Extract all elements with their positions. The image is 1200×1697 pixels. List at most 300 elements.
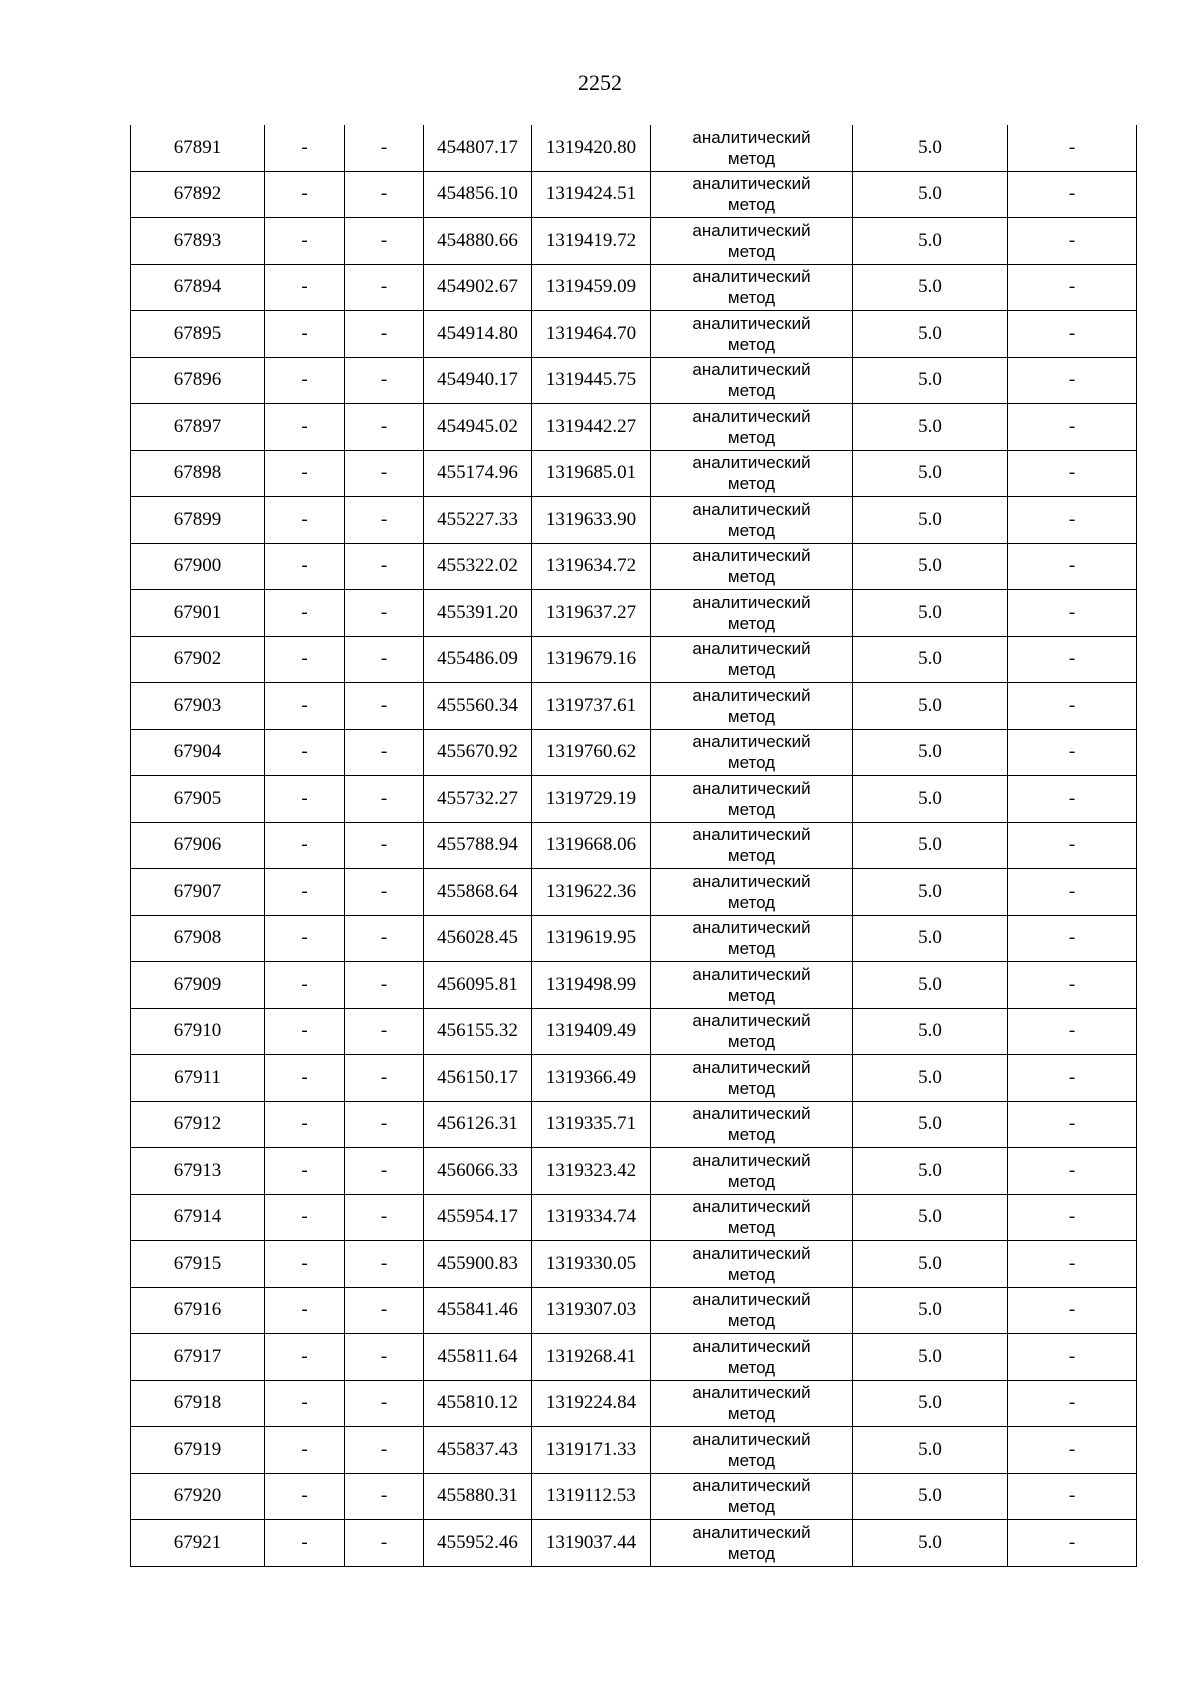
- method-line-1: аналитический: [692, 918, 811, 938]
- y-coordinate-cell: 1319760.62: [532, 729, 651, 776]
- method-line-2: метод: [727, 753, 776, 773]
- accuracy-cell: 5.0: [853, 729, 1008, 776]
- method-cell: [651, 125, 853, 171]
- empty-dash-cell: -: [1008, 543, 1137, 590]
- empty-dash-cell: -: [1008, 1008, 1137, 1055]
- method-line-2: метод: [727, 1125, 776, 1145]
- table-body: [131, 125, 1137, 1566]
- point-number-cell: 67918: [131, 1380, 265, 1427]
- empty-dash-cell: -: [1008, 218, 1137, 265]
- y-coordinate-cell: 1319424.51: [532, 171, 651, 218]
- x-coordinate-cell: 456028.45: [424, 915, 532, 962]
- accuracy-cell: 5.0: [853, 311, 1008, 358]
- method-line-2: метод: [727, 1497, 776, 1517]
- method-line-2: метод: [727, 1357, 776, 1377]
- empty-dash-cell: -: [345, 683, 424, 730]
- empty-dash-cell: -: [345, 543, 424, 590]
- point-number-cell: 67910: [131, 1008, 265, 1055]
- y-coordinate-cell: 1319622.36: [532, 869, 651, 916]
- coordinates-table: [130, 125, 1137, 1567]
- y-coordinate-cell: 1319668.06: [532, 822, 651, 869]
- accuracy-cell: 5.0: [853, 1334, 1008, 1381]
- method-line-1: аналитический: [692, 778, 811, 798]
- table-row: [131, 776, 1137, 823]
- method-line-1: аналитический: [692, 313, 811, 333]
- empty-dash-cell: -: [265, 1241, 345, 1288]
- method-line-1: аналитический: [692, 1476, 811, 1496]
- x-coordinate-cell: 455322.02: [424, 543, 532, 590]
- empty-dash-cell: -: [345, 171, 424, 218]
- method-line-1: аналитический: [692, 267, 811, 287]
- method-line-1: аналитический: [692, 220, 811, 240]
- x-coordinate-cell: 455670.92: [424, 729, 532, 776]
- x-coordinate-cell: 454914.80: [424, 311, 532, 358]
- method-line-1: аналитический: [692, 360, 811, 380]
- x-coordinate-cell: 455810.12: [424, 1380, 532, 1427]
- method-cell: [651, 357, 853, 404]
- point-number-cell: 67892: [131, 171, 265, 218]
- method-cell: [651, 1520, 853, 1567]
- y-coordinate-cell: 1319459.09: [532, 264, 651, 311]
- method-line-1: аналитический: [692, 1429, 811, 1449]
- table-row: [131, 683, 1137, 730]
- y-coordinate-cell: 1319335.71: [532, 1101, 651, 1148]
- method-line-2: метод: [727, 1078, 776, 1098]
- empty-dash-cell: -: [1008, 1473, 1137, 1520]
- empty-dash-cell: -: [265, 869, 345, 916]
- empty-dash-cell: -: [265, 1287, 345, 1334]
- method-cell: [651, 1473, 853, 1520]
- empty-dash-cell: -: [265, 962, 345, 1009]
- method-cell: [651, 776, 853, 823]
- table-row: [131, 311, 1137, 358]
- empty-dash-cell: -: [1008, 125, 1137, 171]
- empty-dash-cell: -: [1008, 1148, 1137, 1195]
- method-line-1: аналитический: [692, 1243, 811, 1263]
- accuracy-cell: 5.0: [853, 357, 1008, 404]
- x-coordinate-cell: 456066.33: [424, 1148, 532, 1195]
- point-number-cell: 67896: [131, 357, 265, 404]
- table-row: [131, 171, 1137, 218]
- empty-dash-cell: -: [1008, 1334, 1137, 1381]
- point-number-cell: 67902: [131, 636, 265, 683]
- x-coordinate-cell: 455837.43: [424, 1427, 532, 1474]
- point-number-cell: 67898: [131, 450, 265, 497]
- accuracy-cell: 5.0: [853, 869, 1008, 916]
- empty-dash-cell: -: [345, 311, 424, 358]
- point-number-cell: 67916: [131, 1287, 265, 1334]
- empty-dash-cell: -: [345, 1473, 424, 1520]
- table-row: [131, 450, 1137, 497]
- method-cell: [651, 404, 853, 451]
- accuracy-cell: 5.0: [853, 1380, 1008, 1427]
- method-line-1: аналитический: [692, 174, 811, 194]
- table-row: [131, 264, 1137, 311]
- empty-dash-cell: -: [265, 125, 345, 171]
- table-row: [131, 1241, 1137, 1288]
- accuracy-cell: 5.0: [853, 218, 1008, 265]
- x-coordinate-cell: 455486.09: [424, 636, 532, 683]
- method-line-1: аналитический: [692, 1336, 811, 1356]
- y-coordinate-cell: 1319619.95: [532, 915, 651, 962]
- empty-dash-cell: -: [345, 1008, 424, 1055]
- accuracy-cell: 5.0: [853, 590, 1008, 637]
- method-line-1: аналитический: [692, 1011, 811, 1031]
- method-cell: [651, 1101, 853, 1148]
- method-cell: [651, 1008, 853, 1055]
- empty-dash-cell: -: [345, 264, 424, 311]
- y-coordinate-cell: 1319679.16: [532, 636, 651, 683]
- method-line-2: метод: [727, 381, 776, 401]
- method-cell: [651, 1241, 853, 1288]
- x-coordinate-cell: 454945.02: [424, 404, 532, 451]
- method-cell: [651, 543, 853, 590]
- table-row: [131, 590, 1137, 637]
- method-line-1: аналитический: [692, 1150, 811, 1170]
- method-line-2: метод: [727, 1171, 776, 1191]
- empty-dash-cell: -: [265, 1334, 345, 1381]
- x-coordinate-cell: 454856.10: [424, 171, 532, 218]
- method-line-2: метод: [727, 892, 776, 912]
- empty-dash-cell: -: [265, 404, 345, 451]
- method-line-2: метод: [727, 799, 776, 819]
- empty-dash-cell: -: [265, 590, 345, 637]
- method-line-1: аналитический: [692, 1290, 811, 1310]
- empty-dash-cell: -: [345, 1241, 424, 1288]
- point-number-cell: 67917: [131, 1334, 265, 1381]
- empty-dash-cell: -: [1008, 1380, 1137, 1427]
- accuracy-cell: 5.0: [853, 264, 1008, 311]
- empty-dash-cell: -: [1008, 1241, 1137, 1288]
- accuracy-cell: 5.0: [853, 450, 1008, 497]
- x-coordinate-cell: 455868.64: [424, 869, 532, 916]
- method-cell: [651, 1194, 853, 1241]
- table-row: [131, 218, 1137, 265]
- method-cell: [651, 822, 853, 869]
- accuracy-cell: 5.0: [853, 125, 1008, 171]
- table-row: [131, 497, 1137, 544]
- empty-dash-cell: -: [265, 729, 345, 776]
- empty-dash-cell: -: [345, 869, 424, 916]
- method-line-1: аналитический: [692, 825, 811, 845]
- x-coordinate-cell: 455732.27: [424, 776, 532, 823]
- method-cell: [651, 1287, 853, 1334]
- empty-dash-cell: -: [265, 776, 345, 823]
- table-row: [131, 1380, 1137, 1427]
- empty-dash-cell: -: [345, 590, 424, 637]
- method-line-2: метод: [727, 241, 776, 261]
- method-cell: [651, 1380, 853, 1427]
- empty-dash-cell: -: [345, 776, 424, 823]
- point-number-cell: 67920: [131, 1473, 265, 1520]
- method-line-2: метод: [727, 1218, 776, 1238]
- empty-dash-cell: -: [265, 218, 345, 265]
- method-line-2: метод: [727, 613, 776, 633]
- method-line-2: метод: [727, 148, 776, 168]
- empty-dash-cell: -: [345, 1148, 424, 1195]
- empty-dash-cell: -: [1008, 776, 1137, 823]
- empty-dash-cell: -: [1008, 1520, 1137, 1567]
- method-line-1: аналитический: [692, 1057, 811, 1077]
- table-row: [131, 729, 1137, 776]
- empty-dash-cell: -: [265, 683, 345, 730]
- empty-dash-cell: -: [265, 311, 345, 358]
- empty-dash-cell: -: [265, 1055, 345, 1102]
- empty-dash-cell: -: [345, 1427, 424, 1474]
- point-number-cell: 67921: [131, 1520, 265, 1567]
- method-line-2: метод: [727, 334, 776, 354]
- point-number-cell: 67897: [131, 404, 265, 451]
- y-coordinate-cell: 1319112.53: [532, 1473, 651, 1520]
- empty-dash-cell: -: [345, 915, 424, 962]
- empty-dash-cell: -: [345, 450, 424, 497]
- empty-dash-cell: -: [265, 822, 345, 869]
- table-row: [131, 1520, 1137, 1567]
- method-cell: [651, 683, 853, 730]
- y-coordinate-cell: 1319420.80: [532, 125, 651, 171]
- accuracy-cell: 5.0: [853, 1101, 1008, 1148]
- accuracy-cell: 5.0: [853, 822, 1008, 869]
- empty-dash-cell: -: [1008, 683, 1137, 730]
- empty-dash-cell: -: [265, 171, 345, 218]
- empty-dash-cell: -: [1008, 1194, 1137, 1241]
- method-line-2: метод: [727, 567, 776, 587]
- point-number-cell: 67901: [131, 590, 265, 637]
- empty-dash-cell: -: [345, 1380, 424, 1427]
- accuracy-cell: 5.0: [853, 1194, 1008, 1241]
- y-coordinate-cell: 1319037.44: [532, 1520, 651, 1567]
- method-line-1: аналитический: [692, 685, 811, 705]
- empty-dash-cell: -: [265, 1520, 345, 1567]
- accuracy-cell: 5.0: [853, 404, 1008, 451]
- y-coordinate-cell: 1319737.61: [532, 683, 651, 730]
- accuracy-cell: 5.0: [853, 1520, 1008, 1567]
- method-line-2: метод: [727, 1311, 776, 1331]
- empty-dash-cell: -: [1008, 311, 1137, 358]
- x-coordinate-cell: 455954.17: [424, 1194, 532, 1241]
- method-cell: [651, 1334, 853, 1381]
- method-cell: [651, 311, 853, 358]
- empty-dash-cell: -: [345, 822, 424, 869]
- accuracy-cell: 5.0: [853, 543, 1008, 590]
- table-row: [131, 404, 1137, 451]
- x-coordinate-cell: 455841.46: [424, 1287, 532, 1334]
- y-coordinate-cell: 1319366.49: [532, 1055, 651, 1102]
- empty-dash-cell: -: [265, 1473, 345, 1520]
- accuracy-cell: 5.0: [853, 683, 1008, 730]
- table-row: [131, 1427, 1137, 1474]
- method-line-2: метод: [727, 985, 776, 1005]
- method-line-1: аналитический: [692, 592, 811, 612]
- point-number-cell: 67907: [131, 869, 265, 916]
- empty-dash-cell: -: [1008, 1101, 1137, 1148]
- point-number-cell: 67891: [131, 125, 265, 171]
- method-line-2: метод: [727, 288, 776, 308]
- empty-dash-cell: -: [345, 404, 424, 451]
- empty-dash-cell: -: [265, 1008, 345, 1055]
- accuracy-cell: 5.0: [853, 1241, 1008, 1288]
- table-row: [131, 822, 1137, 869]
- method-cell: [651, 497, 853, 544]
- y-coordinate-cell: 1319685.01: [532, 450, 651, 497]
- accuracy-cell: 5.0: [853, 1287, 1008, 1334]
- empty-dash-cell: -: [345, 729, 424, 776]
- empty-dash-cell: -: [265, 1427, 345, 1474]
- x-coordinate-cell: 455391.20: [424, 590, 532, 637]
- method-line-1: аналитический: [692, 127, 811, 147]
- empty-dash-cell: -: [1008, 171, 1137, 218]
- accuracy-cell: 5.0: [853, 1055, 1008, 1102]
- point-number-cell: 67915: [131, 1241, 265, 1288]
- empty-dash-cell: -: [1008, 636, 1137, 683]
- table-row: [131, 357, 1137, 404]
- empty-dash-cell: -: [265, 264, 345, 311]
- x-coordinate-cell: 456095.81: [424, 962, 532, 1009]
- method-line-2: метод: [727, 1543, 776, 1563]
- table-row: [131, 915, 1137, 962]
- empty-dash-cell: -: [1008, 869, 1137, 916]
- point-number-cell: 67909: [131, 962, 265, 1009]
- point-number-cell: 67914: [131, 1194, 265, 1241]
- empty-dash-cell: -: [1008, 404, 1137, 451]
- empty-dash-cell: -: [1008, 450, 1137, 497]
- empty-dash-cell: -: [265, 1380, 345, 1427]
- empty-dash-cell: -: [345, 1334, 424, 1381]
- method-line-2: метод: [727, 427, 776, 447]
- table-row: [131, 869, 1137, 916]
- method-line-1: аналитический: [692, 499, 811, 519]
- accuracy-cell: 5.0: [853, 962, 1008, 1009]
- y-coordinate-cell: 1319409.49: [532, 1008, 651, 1055]
- x-coordinate-cell: 455560.34: [424, 683, 532, 730]
- table-row: [131, 1055, 1137, 1102]
- empty-dash-cell: -: [1008, 357, 1137, 404]
- method-line-1: аналитический: [692, 871, 811, 891]
- empty-dash-cell: -: [1008, 822, 1137, 869]
- accuracy-cell: 5.0: [853, 171, 1008, 218]
- point-number-cell: 67905: [131, 776, 265, 823]
- empty-dash-cell: -: [345, 357, 424, 404]
- empty-dash-cell: -: [265, 636, 345, 683]
- method-line-2: метод: [727, 474, 776, 494]
- table-row: [131, 543, 1137, 590]
- table-row: [131, 1194, 1137, 1241]
- x-coordinate-cell: 455227.33: [424, 497, 532, 544]
- accuracy-cell: 5.0: [853, 1008, 1008, 1055]
- method-cell: [651, 218, 853, 265]
- x-coordinate-cell: 456126.31: [424, 1101, 532, 1148]
- method-line-1: аналитический: [692, 453, 811, 473]
- x-coordinate-cell: 456150.17: [424, 1055, 532, 1102]
- point-number-cell: 67912: [131, 1101, 265, 1148]
- method-line-1: аналитический: [692, 406, 811, 426]
- empty-dash-cell: -: [345, 125, 424, 171]
- x-coordinate-cell: 455811.64: [424, 1334, 532, 1381]
- method-cell: [651, 171, 853, 218]
- table-row: [131, 1101, 1137, 1148]
- table-row: [131, 1287, 1137, 1334]
- empty-dash-cell: -: [345, 1055, 424, 1102]
- empty-dash-cell: -: [265, 450, 345, 497]
- empty-dash-cell: -: [265, 1148, 345, 1195]
- point-number-cell: 67904: [131, 729, 265, 776]
- empty-dash-cell: -: [345, 962, 424, 1009]
- table-row: [131, 1148, 1137, 1195]
- empty-dash-cell: -: [345, 1520, 424, 1567]
- y-coordinate-cell: 1319729.19: [532, 776, 651, 823]
- y-coordinate-cell: 1319442.27: [532, 404, 651, 451]
- method-line-2: метод: [727, 1264, 776, 1284]
- x-coordinate-cell: 454940.17: [424, 357, 532, 404]
- y-coordinate-cell: 1319637.27: [532, 590, 651, 637]
- table-row: [131, 1008, 1137, 1055]
- method-line-2: метод: [727, 195, 776, 215]
- method-line-2: метод: [727, 520, 776, 540]
- empty-dash-cell: -: [265, 543, 345, 590]
- point-number-cell: 67913: [131, 1148, 265, 1195]
- table-row: [131, 125, 1137, 171]
- y-coordinate-cell: 1319323.42: [532, 1148, 651, 1195]
- method-line-1: аналитический: [692, 546, 811, 566]
- empty-dash-cell: -: [1008, 962, 1137, 1009]
- method-cell: [651, 636, 853, 683]
- method-line-1: аналитический: [692, 1522, 811, 1542]
- accuracy-cell: 5.0: [853, 1148, 1008, 1195]
- accuracy-cell: 5.0: [853, 1427, 1008, 1474]
- empty-dash-cell: -: [265, 497, 345, 544]
- method-line-2: метод: [727, 1404, 776, 1424]
- empty-dash-cell: -: [1008, 1427, 1137, 1474]
- method-line-1: аналитический: [692, 1383, 811, 1403]
- table-row: [131, 1473, 1137, 1520]
- method-line-1: аналитический: [692, 639, 811, 659]
- empty-dash-cell: -: [345, 218, 424, 265]
- point-number-cell: 67911: [131, 1055, 265, 1102]
- point-number-cell: 67899: [131, 497, 265, 544]
- accuracy-cell: 5.0: [853, 1473, 1008, 1520]
- empty-dash-cell: -: [345, 636, 424, 683]
- method-line-2: метод: [727, 1032, 776, 1052]
- y-coordinate-cell: 1319171.33: [532, 1427, 651, 1474]
- empty-dash-cell: -: [345, 1101, 424, 1148]
- point-number-cell: 67894: [131, 264, 265, 311]
- x-coordinate-cell: 455174.96: [424, 450, 532, 497]
- y-coordinate-cell: 1319498.99: [532, 962, 651, 1009]
- x-coordinate-cell: 455952.46: [424, 1520, 532, 1567]
- empty-dash-cell: -: [345, 1194, 424, 1241]
- y-coordinate-cell: 1319307.03: [532, 1287, 651, 1334]
- method-cell: [651, 962, 853, 1009]
- accuracy-cell: 5.0: [853, 915, 1008, 962]
- empty-dash-cell: -: [265, 357, 345, 404]
- empty-dash-cell: -: [265, 1194, 345, 1241]
- method-cell: [651, 590, 853, 637]
- empty-dash-cell: -: [1008, 264, 1137, 311]
- method-line-1: аналитический: [692, 964, 811, 984]
- accuracy-cell: 5.0: [853, 776, 1008, 823]
- x-coordinate-cell: 455788.94: [424, 822, 532, 869]
- method-cell: [651, 1427, 853, 1474]
- y-coordinate-cell: 1319633.90: [532, 497, 651, 544]
- empty-dash-cell: -: [1008, 729, 1137, 776]
- method-line-1: аналитический: [692, 1197, 811, 1217]
- method-cell: [651, 450, 853, 497]
- y-coordinate-cell: 1319445.75: [532, 357, 651, 404]
- method-line-2: метод: [727, 706, 776, 726]
- x-coordinate-cell: 454807.17: [424, 125, 532, 171]
- empty-dash-cell: -: [1008, 590, 1137, 637]
- empty-dash-cell: -: [1008, 497, 1137, 544]
